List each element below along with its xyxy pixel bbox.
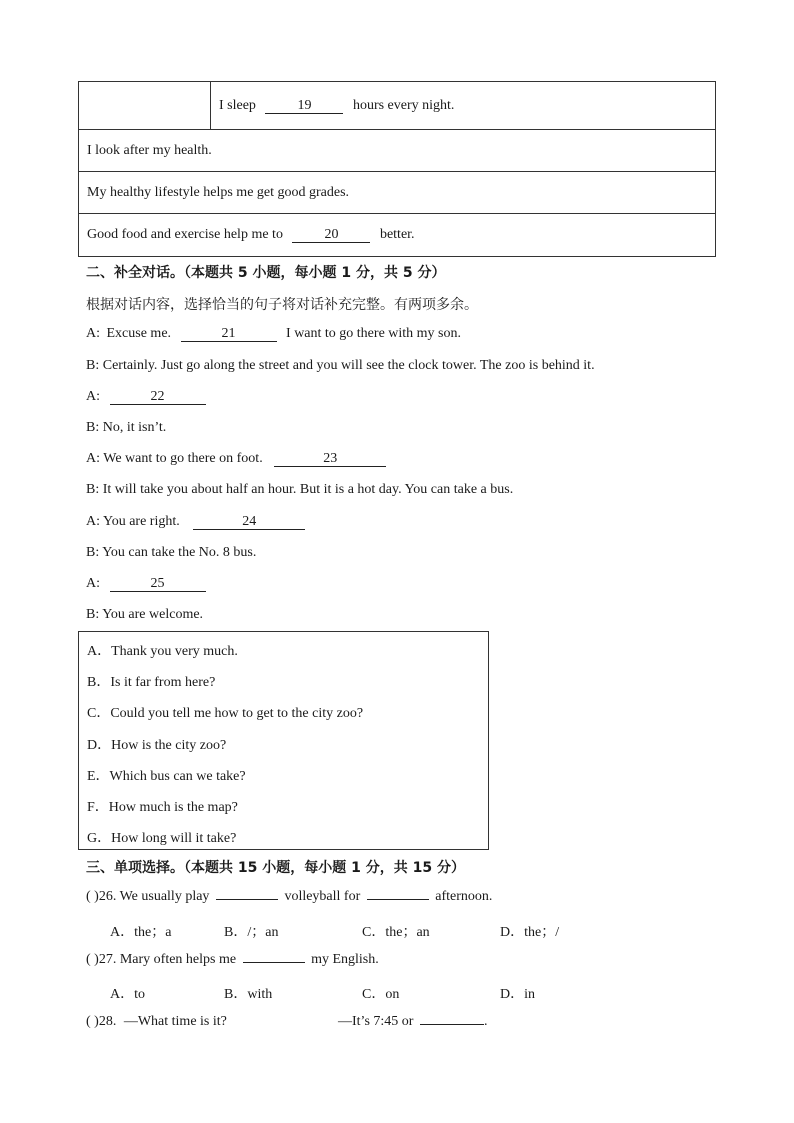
option-g[interactable]: G．How long will it take? [87, 831, 237, 846]
dialog-line-8 [86, 545, 256, 561]
dialog-line-6 [86, 482, 513, 498]
question-text: volleyball for [284, 889, 361, 904]
dialog-line-7 [86, 514, 305, 530]
question-text: Mary often helps me [119, 952, 237, 967]
table-row-3: My healthy lifestyle helps me get good grades. [79, 172, 716, 214]
section2-heading: 二、补全对话。（本题共 5 小题，每小题 1 分，共 5 分） [86, 265, 446, 281]
blank-28 [420, 1024, 484, 1025]
blank-26b [367, 899, 429, 900]
question-text: my English. [311, 952, 379, 967]
question-text: . [483, 1014, 488, 1029]
table-cell-row1 [211, 82, 716, 130]
option-d[interactable]: D．How is the city zoo? [87, 738, 227, 753]
question-number: 26. [98, 889, 117, 904]
options-box [78, 631, 489, 850]
blank-20[interactable]: 20 [292, 227, 370, 243]
question-28 [86, 1014, 227, 1030]
blank-24[interactable]: 24 [193, 514, 305, 530]
blank-23[interactable]: 23 [274, 451, 386, 467]
answer-paren[interactable]: ( ) [86, 952, 99, 967]
dialog-text: No, it isn’t. [102, 420, 167, 435]
dialog-line-4 [86, 420, 166, 436]
speaker: A: [86, 451, 100, 466]
choice-26c[interactable]: C．the；an [362, 925, 430, 940]
option-f[interactable]: F．How much is the map? [87, 800, 238, 815]
speaker: B: [86, 482, 100, 497]
row4-before: Good food and exercise help me to [87, 227, 283, 242]
option-e[interactable]: E．Which bus can we take? [87, 769, 246, 784]
row4-after: better. [379, 227, 415, 242]
question-26 [86, 889, 492, 905]
dialog-text: You are welcome. [102, 607, 204, 622]
dialog-text: Certainly. Just go along the street and you will see the clock tower. The zoo is behind it. [102, 358, 595, 373]
dialog-line-5 [86, 451, 386, 467]
question-number: 27. [98, 952, 117, 967]
dialog-text: Excuse me. [106, 326, 172, 341]
table-cell-empty [79, 82, 211, 130]
option-c[interactable]: C．Could you tell me how to get to the city zoo? [87, 706, 364, 721]
choice-27a[interactable]: A．to [110, 987, 145, 1002]
dialog-line-10 [86, 607, 203, 623]
blank-21[interactable]: 21 [181, 326, 277, 342]
choice-26b[interactable]: B．/；an [224, 925, 279, 940]
choice-27c[interactable]: C．on [362, 987, 400, 1002]
speaker: A: [86, 326, 100, 341]
blank-25[interactable]: 25 [110, 576, 206, 592]
blank-22[interactable]: 22 [110, 389, 206, 405]
question-number: 28. [98, 1014, 117, 1029]
blank-26a [216, 899, 278, 900]
dialog-text: You can take the No. 8 bus. [102, 545, 257, 560]
speaker: B: [86, 607, 100, 622]
dialog-line-2 [86, 358, 595, 374]
speaker: A: [86, 389, 100, 404]
question-text: —What time is it? [123, 1014, 227, 1029]
table-row-2: I look after my health. [79, 130, 716, 172]
question-27 [86, 952, 379, 968]
answer-paren[interactable]: ( ) [86, 1014, 99, 1029]
speaker: A: [86, 576, 100, 591]
answer-paren[interactable]: ( ) [86, 889, 99, 904]
question-28-reply [338, 1014, 487, 1030]
dialog-line-9 [86, 576, 206, 592]
dialog-text: I want to go there with my son. [286, 326, 462, 341]
dialog-text: We want to go there on foot. [103, 451, 263, 466]
speaker: A: [86, 514, 100, 529]
blank-19[interactable]: 19 [265, 98, 343, 114]
option-b[interactable]: B．Is it far from here? [87, 675, 216, 690]
speaker: B: [86, 358, 100, 373]
choice-27b[interactable]: B．with [224, 987, 273, 1002]
choice-26a[interactable]: A．the；a [110, 925, 172, 940]
choice-26d[interactable]: D．the；/ [500, 925, 560, 940]
choice-27d[interactable]: D．in [500, 987, 535, 1002]
dialog-line-1 [86, 326, 461, 342]
speaker: B: [86, 545, 100, 560]
question-text: afternoon. [435, 889, 493, 904]
section2-instruction: 根据对话内容，选择恰当的句子将对话补充完整。有两项多余。 [86, 297, 478, 313]
blank-27 [243, 962, 305, 963]
dialog-text: It will take you about half an hour. But it is a hot day. You can take a bus. [102, 482, 514, 497]
option-a[interactable]: A．Thank you very much. [87, 644, 238, 659]
lifestyle-table [78, 81, 716, 257]
row1-before: I sleep [219, 97, 256, 113]
speaker: B: [86, 420, 100, 435]
question-text: We usually play [119, 889, 210, 904]
table-row-4 [79, 214, 716, 257]
dialog-line-3 [86, 389, 206, 405]
dialog-text: You are right. [102, 514, 180, 529]
row1-after: hours every night. [352, 97, 455, 113]
section3-heading: 三、单项选择。（本题共 15 小题，每小题 1 分，共 15 分） [86, 860, 465, 876]
question-text: —It’s 7:45 or [338, 1014, 414, 1029]
